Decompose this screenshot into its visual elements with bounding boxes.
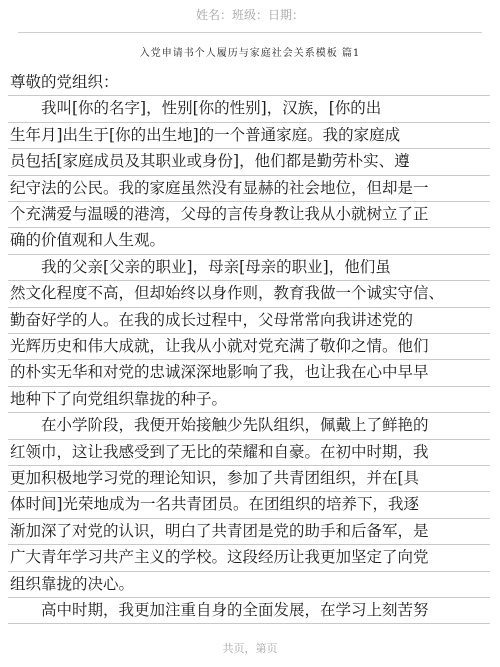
body-text-line: 纪守法的公民。我的家庭虽然没有显赫的社会地位，但却是一 xyxy=(10,178,429,197)
body-text-line: 的朴实无华和对党的忠诚深深地影响了我，也让我在心中早早 xyxy=(10,363,429,382)
page-header: 姓名：班级：日期： xyxy=(195,8,304,22)
body-text-line: 员包括[家庭成员及其职业或身份]，他们都是勤劳朴实、遵 xyxy=(10,152,410,171)
body-text-line: 组织靠拢的决心。 xyxy=(10,574,135,593)
body-text-line: 更加积极地学习党的理论知识，参加了共青团组织，并在[具 xyxy=(10,469,420,487)
header-divider xyxy=(18,32,482,33)
body-text-line: 确的价值观和人生观。 xyxy=(10,231,166,250)
document-title: 入党申请书个人履历与家庭社会关系模板 篇1 xyxy=(139,48,361,59)
ruled-line xyxy=(8,623,490,624)
body-text-line: 生年月]出生于[你的出生地]的一个普通家庭。我的家庭成 xyxy=(10,125,401,144)
document-body xyxy=(0,70,500,630)
body-text-line: 体时间]光荣地成为一名共青团员。在团组织的培养下，我逐 xyxy=(10,495,420,514)
body-text-line: 我叫[你的名字]，性别[你的性别]，汉族，[你的出 xyxy=(10,99,382,118)
body-text-line: 高中时期，我更加注重自身的全面发展，在学习上刻苦努 xyxy=(10,601,429,619)
body-text-line: 个充满爱与温暖的港湾，父母的言传身教让我从小就树立了正 xyxy=(10,205,429,223)
body-text-line: 我的父亲[父亲的职业]，母亲[母亲的职业]，他们虽 xyxy=(10,257,391,276)
body-text-line: 光辉历史和伟大成就，让我从小就对党充满了敬仰之情。他们 xyxy=(10,337,429,355)
salutation-line: 尊敬的党组织： xyxy=(10,73,119,91)
body-text-line: 红领巾，这让我感受到了无比的荣耀和自豪。在初中时期，我 xyxy=(10,442,429,461)
body-text-line: 勤奋好学的人。在我的成长过程中，父母常常向我讲述党的 xyxy=(10,310,414,329)
body-text-line: 地种下了向党组织靠拢的种子。 xyxy=(10,389,228,408)
body-text-line: 渐加深了对党的认识，明白了共青团是党的助手和后备军，是 xyxy=(10,521,429,540)
page-footer: 共页，第页 xyxy=(222,642,278,655)
body-text-line: 在小学阶段，我便开始接触少先队组织，佩戴上了鲜艳的 xyxy=(10,416,429,435)
body-text-line: 然文化程度不高，但却始终以身作则，教育我做一个诚实守信、 xyxy=(10,284,445,303)
body-text-line: 广大青年学习共产主义的学校。这段经历让我更加坚定了向党 xyxy=(10,548,429,567)
